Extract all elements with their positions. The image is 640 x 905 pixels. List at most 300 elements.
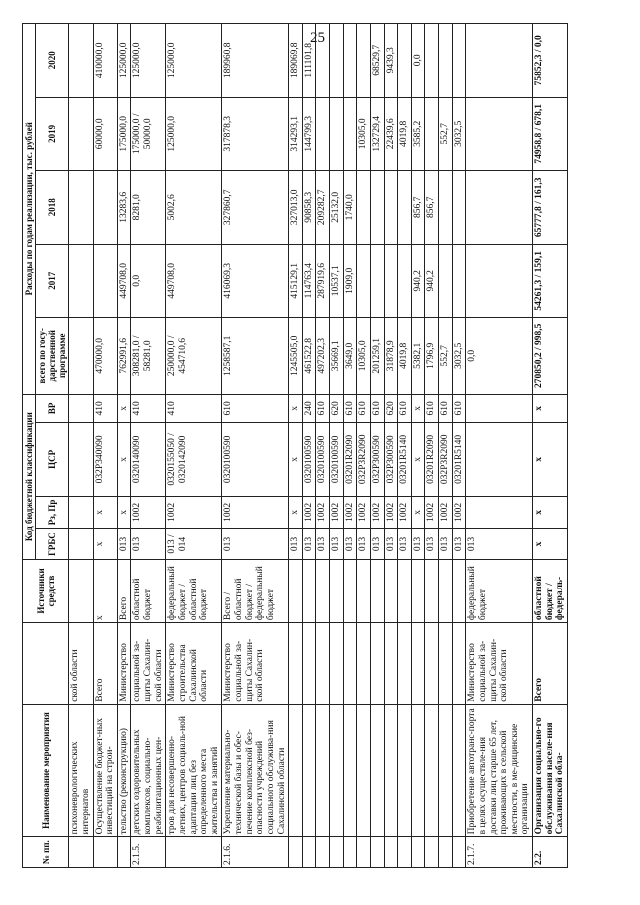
cell-executor <box>343 623 357 705</box>
cell-name <box>452 704 466 837</box>
cell-source: Всего / областной бюджет / федеральный бюджет <box>222 559 289 622</box>
cell-num: 2.1.7. <box>466 837 533 868</box>
cell-grbs <box>69 529 93 560</box>
cell-y2019 <box>425 97 439 170</box>
cell-y2018 <box>398 171 412 244</box>
cell-csr: x <box>533 423 568 496</box>
cell-num <box>411 837 425 868</box>
cell-total: 5382,1 <box>411 317 425 394</box>
cell-y2018: 5002,6 <box>166 171 222 244</box>
cell-csr: 0320100590 <box>222 423 289 496</box>
table-row <box>330 24 344 868</box>
cell-csr: x <box>117 423 131 496</box>
cell-y2020 <box>343 24 357 98</box>
cell-csr: 032P300590 <box>384 423 398 496</box>
cell-y2019: 3585,2 <box>411 97 425 170</box>
cell-executor <box>370 623 384 705</box>
cell-y2017 <box>69 244 93 317</box>
cell-grbs: x <box>93 529 117 560</box>
cell-y2018: 1740,0 <box>343 171 357 244</box>
cell-rzpr: x <box>289 496 303 529</box>
table-row <box>302 24 316 868</box>
cell-total: 308281,0 / 58281,0 <box>131 317 166 394</box>
cell-y2020 <box>69 24 93 98</box>
cell-executor <box>452 623 466 705</box>
cell-csr: 032P3R2090 <box>439 423 453 496</box>
cell-num <box>398 837 412 868</box>
cell-executor <box>398 623 412 705</box>
cell-y2020: 125000,0 <box>117 24 131 98</box>
cell-grbs: 013 <box>357 529 371 560</box>
cell-y2019: 314293,1 <box>289 97 303 170</box>
table-row <box>131 24 166 868</box>
cell-executor: Министерство <box>117 623 131 705</box>
cell-y2017: 114763,4 <box>302 244 316 317</box>
cell-name <box>302 704 316 837</box>
table-row <box>452 24 466 868</box>
cell-rzpr: 1002 <box>425 496 439 529</box>
cell-vr: x <box>289 394 303 423</box>
cell-vr: 610 <box>343 394 357 423</box>
cell-y2017: 0,0 <box>131 244 166 317</box>
cell-grbs: 013 <box>452 529 466 560</box>
cell-executor <box>411 623 425 705</box>
cell-y2020 <box>398 24 412 98</box>
cell-rzpr: 1002 <box>357 496 371 529</box>
cell-executor: Министерство социальной за-щиты Сахалин-ской области <box>466 623 533 705</box>
cell-grbs: 013 <box>425 529 439 560</box>
table-row <box>384 24 398 868</box>
cell-y2018: 856,7 <box>411 171 425 244</box>
cell-name <box>370 704 384 837</box>
cell-y2019: 144799,3 <box>302 97 316 170</box>
cell-y2018: 209282,7 <box>316 171 330 244</box>
cell-total: 3032,5 <box>452 317 466 394</box>
cell-grbs: 013 <box>117 529 131 560</box>
cell-y2018: 327013,0 <box>289 171 303 244</box>
cell-csr: 032P300590 <box>370 423 384 496</box>
cell-num: 2.1.5. <box>131 837 166 868</box>
cell-executor <box>330 623 344 705</box>
header-num: № пп. <box>23 837 69 868</box>
cell-y2017 <box>398 244 412 317</box>
cell-executor: Всего <box>533 623 568 705</box>
budget-table <box>22 23 568 868</box>
table-row <box>425 24 439 868</box>
cell-rzpr: 1002 <box>302 496 316 529</box>
cell-source: x <box>93 559 117 622</box>
table-row <box>411 24 425 868</box>
cell-csr: 0320100590 <box>330 423 344 496</box>
cell-y2018 <box>69 171 93 244</box>
cell-y2018 <box>452 171 466 244</box>
cell-rzpr: x <box>533 496 568 529</box>
cell-name: тельство (реконструкцию) <box>117 704 131 837</box>
header-2018: 2018 <box>36 171 69 244</box>
cell-y2017: 416069,3 <box>222 244 289 317</box>
cell-grbs: 013 <box>343 529 357 560</box>
cell-executor <box>357 623 371 705</box>
cell-grbs: 013 <box>398 529 412 560</box>
cell-rzpr <box>69 496 93 529</box>
cell-name: Приобретение автотранс-порта в целях осуществле-ния доставки лиц старше 65 лет, проживающих в сельской местности, в ме-дицинские организации <box>466 704 533 837</box>
cell-y2017 <box>466 244 533 317</box>
cell-y2020: 68529,7 <box>370 24 384 98</box>
cell-y2020: 75852,3 / 0,0 <box>533 24 568 98</box>
cell-executor <box>425 623 439 705</box>
cell-vr: x <box>533 394 568 423</box>
cell-y2020 <box>439 24 453 98</box>
cell-y2018: 327860,7 <box>222 171 289 244</box>
cell-y2018: 13283,6 <box>117 171 131 244</box>
cell-num <box>357 837 371 868</box>
table-row <box>439 24 453 868</box>
cell-total: 35669,1 <box>330 317 344 394</box>
cell-num <box>384 837 398 868</box>
cell-vr: 240 <box>302 394 316 423</box>
cell-name <box>343 704 357 837</box>
cell-y2018 <box>93 171 117 244</box>
cell-total: 1796,9 <box>425 317 439 394</box>
cell-y2017: 449708,0 <box>166 244 222 317</box>
header-source: Источники средств <box>23 559 69 622</box>
cell-source <box>398 559 412 622</box>
cell-y2017: 54261,3 / 159,1 <box>533 244 568 317</box>
cell-executor: ской области <box>69 623 93 705</box>
table-row <box>357 24 371 868</box>
cell-source: федеральный бюджет / областной бюджет <box>166 559 222 622</box>
cell-num <box>289 837 303 868</box>
table-row <box>117 24 131 868</box>
cell-grbs: 013 <box>131 529 166 560</box>
table-row <box>398 24 412 868</box>
cell-num <box>330 837 344 868</box>
cell-source <box>343 559 357 622</box>
cell-y2017 <box>93 244 117 317</box>
header-2017: 2017 <box>36 244 69 317</box>
table-body <box>69 24 568 868</box>
cell-num: 2.1.6. <box>222 837 289 868</box>
cell-y2020 <box>316 24 330 98</box>
header-2019: 2019 <box>36 97 69 170</box>
cell-total: 497202,3 <box>316 317 330 394</box>
cell-vr: x <box>117 394 131 423</box>
cell-total: 762991,6 <box>117 317 131 394</box>
cell-y2017: 940,2 <box>425 244 439 317</box>
cell-y2020: 125000,0 <box>131 24 166 98</box>
cell-y2020: 125000,0 <box>166 24 222 98</box>
header-budget-code: Код бюджетной классификации <box>23 394 36 559</box>
cell-vr: 410 <box>93 394 117 423</box>
cell-y2020: 111101,8 <box>302 24 316 98</box>
cell-csr: 03201R5140 <box>452 423 466 496</box>
header-rzpr: Рз, Пр <box>36 496 69 529</box>
table-row <box>343 24 357 868</box>
cell-name <box>384 704 398 837</box>
cell-num <box>452 837 466 868</box>
cell-y2019 <box>343 97 357 170</box>
cell-y2017 <box>439 244 453 317</box>
cell-grbs: 013 <box>330 529 344 560</box>
cell-total <box>69 317 93 394</box>
cell-y2019: 175000,0 / 50000,0 <box>131 97 166 170</box>
cell-num <box>370 837 384 868</box>
cell-y2019 <box>316 97 330 170</box>
cell-y2020 <box>330 24 344 98</box>
cell-vr <box>69 394 93 423</box>
cell-y2020: 189960,8 <box>222 24 289 98</box>
table-row <box>316 24 330 868</box>
cell-total: 461522,8 <box>302 317 316 394</box>
cell-name <box>289 704 303 837</box>
cell-source <box>316 559 330 622</box>
cell-rzpr: 1002 <box>166 496 222 529</box>
cell-executor <box>289 623 303 705</box>
cell-source <box>69 559 93 622</box>
cell-y2019: 3032,5 <box>452 97 466 170</box>
cell-grbs: 013 <box>370 529 384 560</box>
cell-name: Осуществление бюджет-ных инвестиций на строи- <box>93 704 117 837</box>
cell-rzpr <box>466 496 533 529</box>
cell-y2018: 65777,8 / 161,3 <box>533 171 568 244</box>
cell-executor <box>384 623 398 705</box>
cell-y2019: 552,7 <box>439 97 453 170</box>
cell-source <box>289 559 303 622</box>
cell-csr: 0320100590 <box>302 423 316 496</box>
cell-executor <box>439 623 453 705</box>
cell-grbs: 013 <box>302 529 316 560</box>
cell-y2020: 9439,3 <box>384 24 398 98</box>
cell-source: областной бюджет <box>131 559 166 622</box>
cell-executor: социальной за-щиты Сахалин-ской области <box>131 623 166 705</box>
cell-csr: 03201R5140 <box>398 423 412 496</box>
cell-source: федеральный бюджет <box>466 559 533 622</box>
cell-y2020 <box>357 24 371 98</box>
cell-y2019 <box>330 97 344 170</box>
cell-vr: x <box>411 394 425 423</box>
table-row <box>93 24 117 868</box>
cell-y2019: 60000,0 <box>93 97 117 170</box>
cell-source <box>411 559 425 622</box>
cell-vr <box>466 394 533 423</box>
cell-y2018 <box>439 171 453 244</box>
cell-source <box>452 559 466 622</box>
cell-num <box>343 837 357 868</box>
cell-y2017: 10537,1 <box>330 244 344 317</box>
cell-rzpr: 1002 <box>343 496 357 529</box>
cell-num: 2.2. <box>533 837 568 868</box>
cell-csr: x <box>411 423 425 496</box>
cell-y2018: 8281,0 <box>131 171 166 244</box>
cell-y2019: 4019,8 <box>398 97 412 170</box>
cell-csr: 0320100590 <box>316 423 330 496</box>
cell-num <box>117 837 131 868</box>
header-expenses: Расходы по годам реализации, тыс. рублей <box>23 24 36 395</box>
cell-name <box>330 704 344 837</box>
cell-total: 0,0 <box>466 317 533 394</box>
cell-y2020 <box>466 24 533 98</box>
cell-vr: 620 <box>330 394 344 423</box>
cell-y2017 <box>370 244 384 317</box>
cell-csr: 032P340090 <box>93 423 117 496</box>
cell-y2018: 25132,0 <box>330 171 344 244</box>
cell-executor <box>302 623 316 705</box>
cell-source <box>357 559 371 622</box>
table-row <box>370 24 384 868</box>
cell-name <box>411 704 425 837</box>
header-grbs: ГРБС <box>36 529 69 560</box>
cell-grbs: 013 <box>316 529 330 560</box>
cell-csr: 03201R2090 <box>343 423 357 496</box>
cell-y2018 <box>357 171 371 244</box>
cell-grbs: 013 <box>439 529 453 560</box>
cell-vr: 410 <box>131 394 166 423</box>
header-name: Наименование мероприятия <box>23 704 69 837</box>
cell-name <box>357 704 371 837</box>
cell-vr: 610 <box>316 394 330 423</box>
cell-y2019: 125000,0 <box>166 97 222 170</box>
cell-grbs: 013 / 014 <box>166 529 222 560</box>
cell-y2018 <box>466 171 533 244</box>
cell-y2020 <box>452 24 466 98</box>
cell-grbs: 013 <box>411 529 425 560</box>
header-vr: ВР <box>36 394 69 423</box>
cell-y2019 <box>466 97 533 170</box>
cell-rzpr: 1002 <box>384 496 398 529</box>
cell-csr: 0320155050 / 0320142090 <box>166 423 222 496</box>
cell-num <box>316 837 330 868</box>
cell-y2019: 175000,0 <box>117 97 131 170</box>
cell-y2019 <box>69 97 93 170</box>
cell-rzpr: 1002 <box>398 496 412 529</box>
cell-total: 552,7 <box>439 317 453 394</box>
cell-grbs: 013 <box>222 529 289 560</box>
cell-name <box>439 704 453 837</box>
cell-source <box>425 559 439 622</box>
cell-vr: 610 <box>370 394 384 423</box>
cell-y2018 <box>370 171 384 244</box>
page-number: 25 <box>310 30 325 46</box>
cell-vr: 610 <box>452 394 466 423</box>
cell-rzpr: x <box>117 496 131 529</box>
header-executor <box>23 623 69 705</box>
cell-vr: 610 <box>398 394 412 423</box>
cell-total: 470000,0 <box>93 317 117 394</box>
header-2020: 2020 <box>36 24 69 98</box>
cell-rzpr: 1002 <box>370 496 384 529</box>
cell-y2019: 74958,8 / 678,1 <box>533 97 568 170</box>
table-row <box>466 24 533 868</box>
cell-y2019: 10305,0 <box>357 97 371 170</box>
cell-y2018: 90858,3 <box>302 171 316 244</box>
cell-y2017 <box>452 244 466 317</box>
cell-source: Всего <box>117 559 131 622</box>
cell-vr: 610 <box>439 394 453 423</box>
cell-total: 1245505,0 <box>289 317 303 394</box>
cell-num <box>425 837 439 868</box>
rotated-table-wrapper <box>22 23 566 868</box>
cell-rzpr: 1002 <box>316 496 330 529</box>
cell-name: Организация социально-го обслуживания населе-ния Сахалинской обла- <box>533 704 568 837</box>
header-csr: ЦСР <box>36 423 69 496</box>
cell-vr: 610 <box>222 394 289 423</box>
cell-csr <box>69 423 93 496</box>
cell-y2018: 856,7 <box>425 171 439 244</box>
cell-y2017 <box>357 244 371 317</box>
cell-executor <box>316 623 330 705</box>
cell-executor: Министерство социальной за-щиты Сахалин-ской области <box>222 623 289 705</box>
cell-csr: x <box>289 423 303 496</box>
cell-num <box>93 837 117 868</box>
cell-name <box>398 704 412 837</box>
table-row <box>166 24 222 868</box>
cell-y2020: 410000,0 <box>93 24 117 98</box>
cell-csr <box>466 423 533 496</box>
table-row <box>533 24 568 868</box>
cell-name: психоневрологических интернатов <box>69 704 93 837</box>
cell-source <box>302 559 316 622</box>
cell-source <box>439 559 453 622</box>
cell-grbs: 013 <box>466 529 533 560</box>
cell-total: 1258587,1 <box>222 317 289 394</box>
cell-rzpr: 1002 <box>131 496 166 529</box>
cell-y2017: 287919,6 <box>316 244 330 317</box>
cell-total: 10305,0 <box>357 317 371 394</box>
cell-executor: Всего <box>93 623 117 705</box>
cell-y2019: 132729,4 <box>370 97 384 170</box>
cell-vr: 610 <box>425 394 439 423</box>
cell-rzpr: 1002 <box>222 496 289 529</box>
cell-num <box>439 837 453 868</box>
cell-y2017: 415129,1 <box>289 244 303 317</box>
cell-y2017 <box>384 244 398 317</box>
cell-total: 201259,1 <box>370 317 384 394</box>
cell-name <box>425 704 439 837</box>
header-total: всего по госу-дарственной программе <box>36 317 69 394</box>
cell-total: 270850,2 / 998,5 <box>533 317 568 394</box>
cell-rzpr: x <box>93 496 117 529</box>
cell-source <box>370 559 384 622</box>
cell-vr: 620 <box>384 394 398 423</box>
cell-y2020: 0,0 <box>411 24 425 98</box>
cell-name: Укрепление материально-технической базы и обес-печение комплексной без-опасности учреждений социального обслужива-ния Сахалинской области <box>222 704 289 837</box>
cell-csr: 032P3R2090 <box>357 423 371 496</box>
cell-csr: 0320140090 <box>131 423 166 496</box>
cell-name: детских оздоровительных комплексов, социально-реабилитационных цен- <box>131 704 166 837</box>
cell-vr: 610 <box>357 394 371 423</box>
cell-rzpr: 1002 <box>330 496 344 529</box>
cell-rzpr: x <box>411 496 425 529</box>
cell-y2017: 449708,0 <box>117 244 131 317</box>
cell-y2017: 1909,0 <box>343 244 357 317</box>
cell-y2019: 22439,6 <box>384 97 398 170</box>
table-row <box>69 24 93 868</box>
table-row-216 <box>222 24 289 868</box>
cell-total: 31878,9 <box>384 317 398 394</box>
cell-executor: Министерство строительства Сахалинской области <box>166 623 222 705</box>
cell-grbs: 013 <box>384 529 398 560</box>
cell-total: 4019,8 <box>398 317 412 394</box>
table-row <box>289 24 303 868</box>
cell-total: 250000,0 / 454710,6 <box>166 317 222 394</box>
cell-name <box>316 704 330 837</box>
cell-y2020 <box>425 24 439 98</box>
cell-csr: 03201R2090 <box>425 423 439 496</box>
cell-vr: 410 <box>166 394 222 423</box>
cell-grbs: 013 <box>289 529 303 560</box>
cell-num <box>166 837 222 868</box>
cell-rzpr: 1002 <box>439 496 453 529</box>
